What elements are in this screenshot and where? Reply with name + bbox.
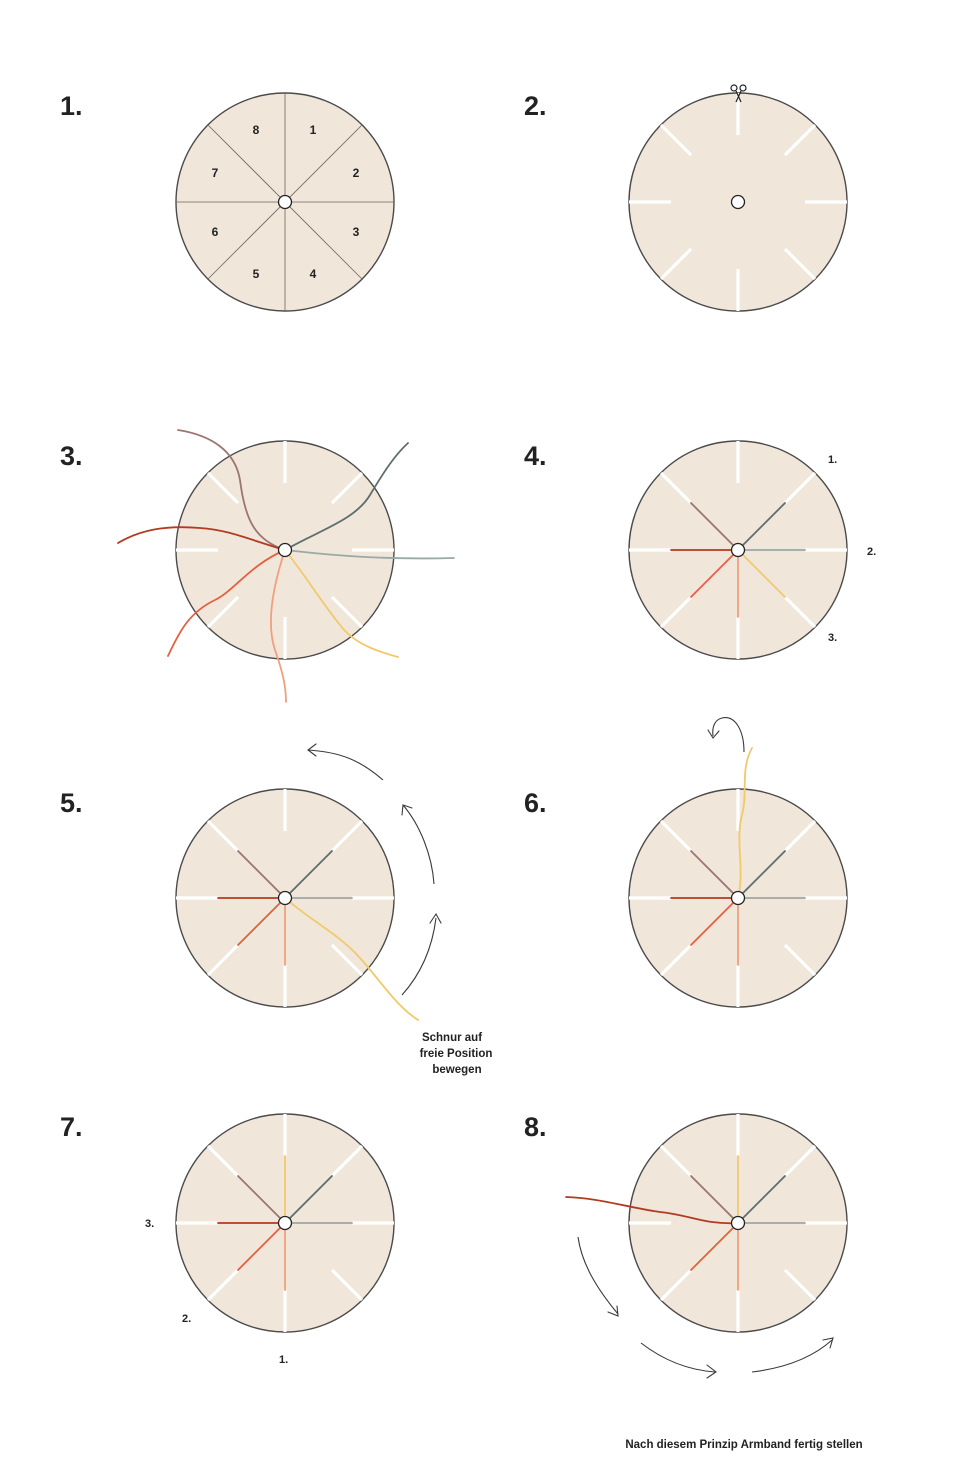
segment-1: 1: [309, 123, 317, 137]
step-6-number: 6.: [524, 788, 547, 818]
center-hole: [279, 1217, 292, 1230]
center-hole: [732, 544, 745, 557]
segment-7: 7: [211, 166, 219, 180]
disc-step-2: [629, 93, 847, 311]
position-label-1: 1.: [279, 1354, 289, 1366]
center-hole: [732, 892, 745, 905]
step-3-number: 3.: [60, 441, 83, 471]
caption-line-2: freie Position: [419, 1048, 493, 1060]
step-4-number: 4.: [524, 441, 547, 471]
disc-step-1: [176, 93, 394, 311]
step-8-number: 8.: [524, 1112, 547, 1142]
position-label-2: 2.: [182, 1313, 192, 1325]
position-label-1: 1.: [828, 454, 838, 466]
step-7-number: 7.: [60, 1112, 83, 1142]
center-hole: [279, 544, 292, 557]
step-8: [524, 1112, 847, 1378]
caption-line-1: Schnur auf: [421, 1032, 483, 1044]
position-label-3: 3.: [145, 1218, 155, 1230]
step-6: [524, 718, 847, 1007]
center-hole: [279, 892, 292, 905]
segment-6: 6: [211, 225, 219, 239]
center-hole: [732, 196, 745, 209]
position-label-3: 3.: [828, 632, 838, 644]
step-2: [524, 85, 847, 311]
step-1-number: 1.: [60, 91, 83, 121]
footer-instruction: Nach diesem Prinzip Armband fertig stellen: [625, 1439, 863, 1451]
step-3: [60, 430, 454, 702]
step-2-number: 2.: [524, 91, 547, 121]
lift-arrow: [708, 718, 744, 752]
center-hole: [732, 1217, 745, 1230]
segment-3: 3: [352, 225, 360, 239]
caption-line-3: bewegen: [432, 1064, 482, 1076]
segment-4: 4: [309, 267, 317, 281]
step-4: [524, 441, 876, 659]
segment-5: 5: [252, 267, 260, 281]
step-1: [60, 91, 394, 311]
center-hole: [279, 196, 292, 209]
step-5-number: 5.: [60, 788, 83, 818]
segment-8: 8: [252, 123, 260, 137]
step-5: [60, 744, 492, 1076]
position-label-2: 2.: [867, 546, 877, 558]
step-7: [60, 1112, 394, 1366]
segment-2: 2: [352, 166, 360, 180]
